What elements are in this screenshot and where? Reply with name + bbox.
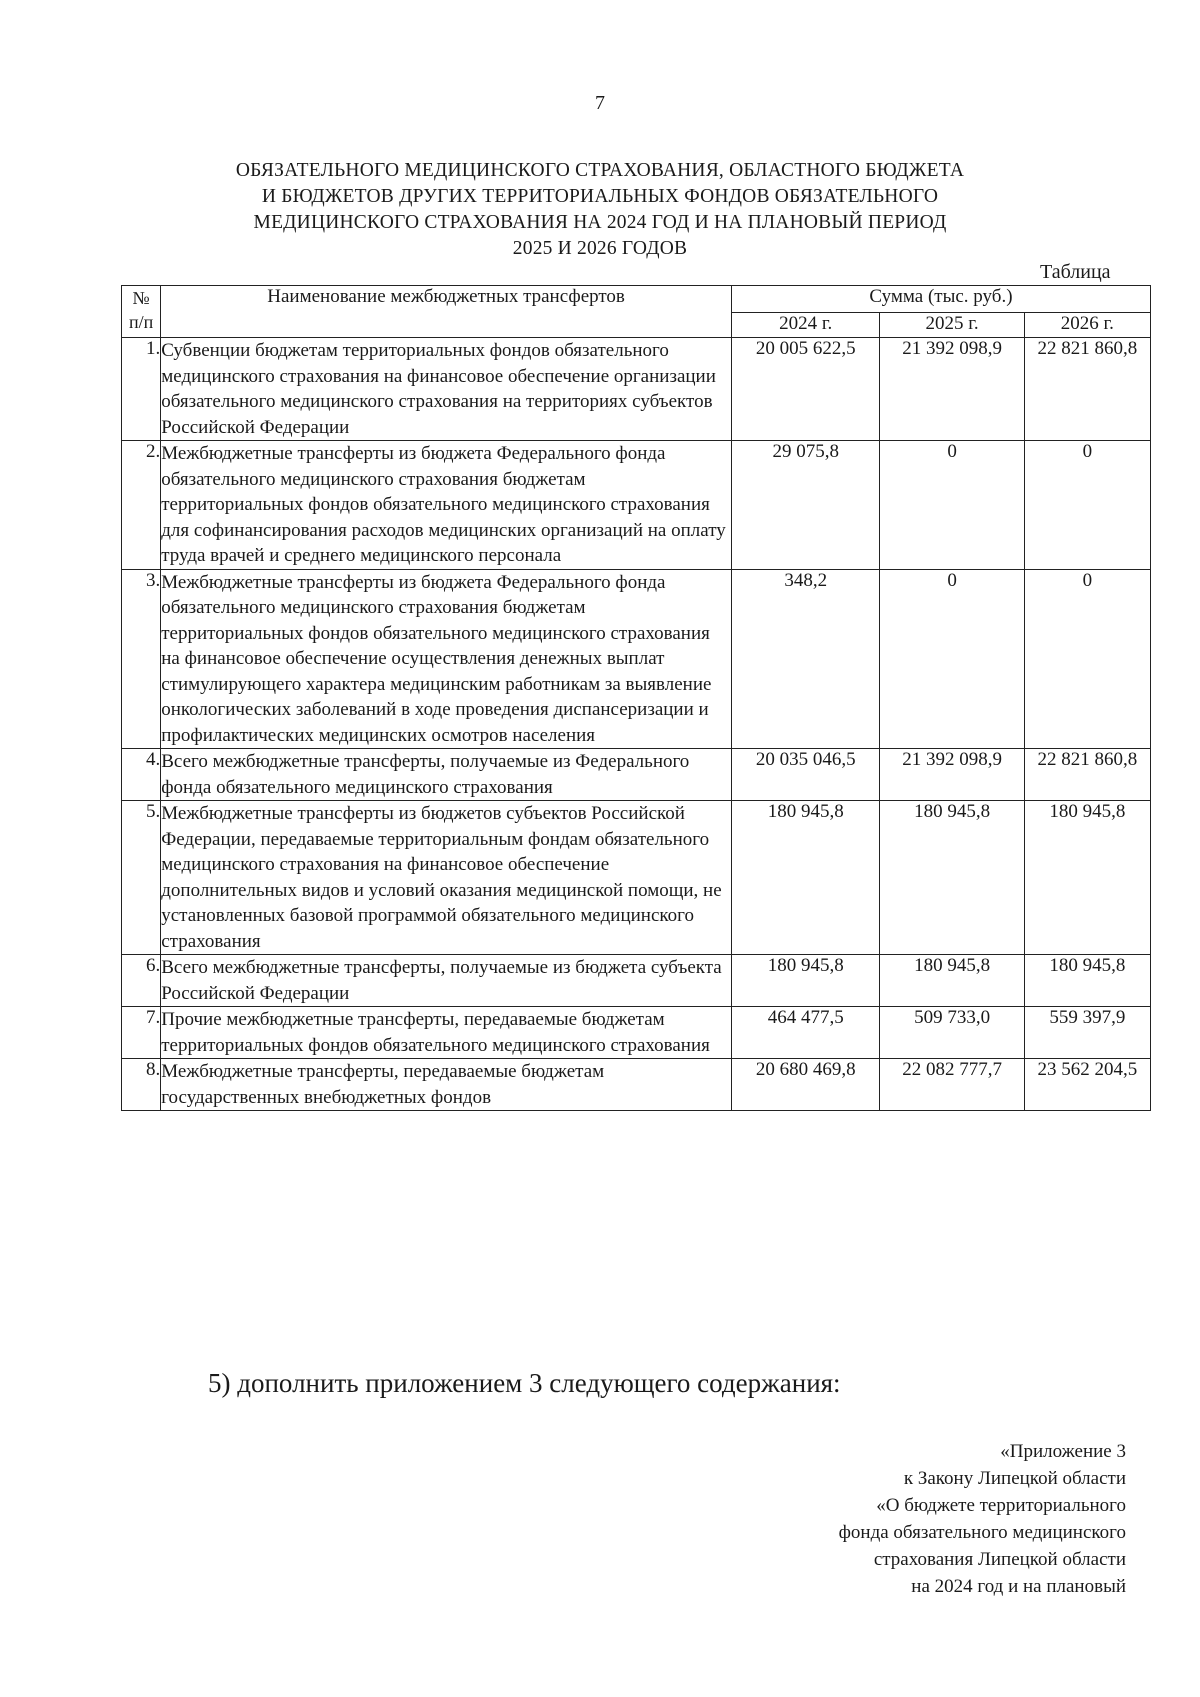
row-value-2026: 22 821 860,8 xyxy=(1024,749,1150,801)
row-value-2026: 559 397,9 xyxy=(1024,1007,1150,1059)
amendment-text: 5) дополнить приложением 3 следующего содержания: xyxy=(208,1368,841,1398)
row-number: 2. xyxy=(122,441,161,570)
row-value-2025: 22 082 777,7 xyxy=(880,1059,1024,1111)
transfers-table xyxy=(121,285,1151,1111)
document-title xyxy=(150,158,1050,262)
table-caption: Таблица xyxy=(1040,261,1111,283)
row-value-2025: 180 945,8 xyxy=(880,955,1024,1007)
row-number: 1. xyxy=(122,338,161,441)
appendix-line: страхования Липецкой области xyxy=(873,1549,1126,1570)
appendix-line: к Закону Липецкой области xyxy=(903,1468,1126,1489)
row-value-2024: 180 945,8 xyxy=(731,801,880,955)
title-line: И БЮДЖЕТОВ ДРУГИХ ТЕРРИТОРИАЛЬНЫХ ФОНДОВ ОБЯЗАТЕЛЬНОГО xyxy=(261,186,939,207)
title-line: 2025 И 2026 ГОДОВ xyxy=(512,238,688,259)
header-number-line2: п/п xyxy=(128,312,154,332)
row-value-2025: 0 xyxy=(880,441,1024,570)
row-value-2026: 180 945,8 xyxy=(1024,801,1150,955)
appendix-heading xyxy=(700,1438,1126,1600)
title-line: ОБЯЗАТЕЛЬНОГО МЕДИЦИНСКОГО СТРАХОВАНИЯ, ОБЛАСТНОГО БЮДЖЕТА xyxy=(235,160,965,181)
row-value-2026: 180 945,8 xyxy=(1024,955,1150,1007)
header-year-2025: 2025 г. xyxy=(880,313,1024,338)
row-name: Межбюджетные трансферты из бюджета Федерального фонда обязательного медицинского страхования бюджетам территориальных фондов обязательного медицинского страхования на финансовое обеспечение осуществления денежных выплат стимулирующего характера медицинским работникам за выявление онкологических заболеваний в ходе проведения диспансеризации и профилактических медицинских осмотров населения xyxy=(161,569,732,749)
title-line: МЕДИЦИНСКОГО СТРАХОВАНИЯ НА 2024 ГОД И НА ПЛАНОВЫЙ ПЕРИОД xyxy=(253,212,947,233)
row-value-2025: 21 392 098,9 xyxy=(880,749,1024,801)
header-number-line1: № xyxy=(132,288,150,308)
row-number: 6. xyxy=(122,955,161,1007)
row-name: Межбюджетные трансферты из бюджетов субъектов Российской Федерации, передаваемые территориальным фондам обязательного медицинского страхования на финансовое обеспечение дополнительных видов и условий оказания медицинской помощи, не установленных базовой программой обязательного медицинского страхования xyxy=(161,801,732,955)
table-row xyxy=(122,1007,1151,1059)
table-row xyxy=(122,801,1151,955)
row-value-2025: 0 xyxy=(880,569,1024,749)
page-number: 7 xyxy=(595,92,605,114)
row-name: Всего межбюджетные трансферты, получаемые из Федерального фонда обязательного медицинского страхования xyxy=(161,749,732,801)
row-value-2024: 464 477,5 xyxy=(731,1007,880,1059)
row-number: 8. xyxy=(122,1059,161,1111)
row-value-2024: 20 680 469,8 xyxy=(731,1059,880,1111)
appendix-line: на 2024 год и на плановый xyxy=(911,1576,1126,1597)
row-value-2026: 23 562 204,5 xyxy=(1024,1059,1150,1111)
header-sum: Сумма (тыс. руб.) xyxy=(731,286,1150,313)
row-value-2026: 22 821 860,8 xyxy=(1024,338,1150,441)
row-name: Всего межбюджетные трансферты, получаемые из бюджета субъекта Российской Федерации xyxy=(161,955,732,1007)
header-year-2026: 2026 г. xyxy=(1024,313,1150,338)
row-number: 4. xyxy=(122,749,161,801)
table-row xyxy=(122,338,1151,441)
table-row xyxy=(122,749,1151,801)
table-row xyxy=(122,955,1151,1007)
header-year-2024: 2024 г. xyxy=(731,313,880,338)
table-row xyxy=(122,441,1151,570)
table-row xyxy=(122,569,1151,749)
row-value-2026: 0 xyxy=(1024,441,1150,570)
row-number: 3. xyxy=(122,569,161,749)
row-name: Межбюджетные трансферты, передаваемые бюджетам государственных внебюджетных фондов xyxy=(161,1059,732,1111)
row-value-2025: 180 945,8 xyxy=(880,801,1024,955)
appendix-line: «Приложение 3 xyxy=(1000,1441,1126,1462)
row-number: 7. xyxy=(122,1007,161,1059)
row-value-2024: 20 035 046,5 xyxy=(731,749,880,801)
row-value-2024: 348,2 xyxy=(731,569,880,749)
row-value-2025: 509 733,0 xyxy=(880,1007,1024,1059)
header-number xyxy=(122,286,161,338)
row-value-2024: 180 945,8 xyxy=(731,955,880,1007)
row-value-2024: 29 075,8 xyxy=(731,441,880,570)
row-value-2026: 0 xyxy=(1024,569,1150,749)
row-name: Межбюджетные трансферты из бюджета Федерального фонда обязательного медицинского страхования бюджетам территориальных фондов обязательного медицинского страхования для софинансирования расходов медицинских организаций на оплату труда врачей и среднего медицинского персонала xyxy=(161,441,732,570)
row-name: Субвенции бюджетам территориальных фондов обязательного медицинского страхования на финансовое обеспечение организации обязательного медицинского страхования на территориях субъектов Российской Федерации xyxy=(161,338,732,441)
row-value-2024: 20 005 622,5 xyxy=(731,338,880,441)
row-value-2025: 21 392 098,9 xyxy=(880,338,1024,441)
appendix-line: «О бюджете территориального xyxy=(876,1495,1126,1516)
row-number: 5. xyxy=(122,801,161,955)
header-name: Наименование межбюджетных трансфертов xyxy=(161,286,732,338)
row-name: Прочие межбюджетные трансферты, передаваемые бюджетам территориальных фондов обязательного медицинского страхования xyxy=(161,1007,732,1059)
appendix-line: фонда обязательного медицинского xyxy=(838,1522,1126,1543)
table-row xyxy=(122,1059,1151,1111)
